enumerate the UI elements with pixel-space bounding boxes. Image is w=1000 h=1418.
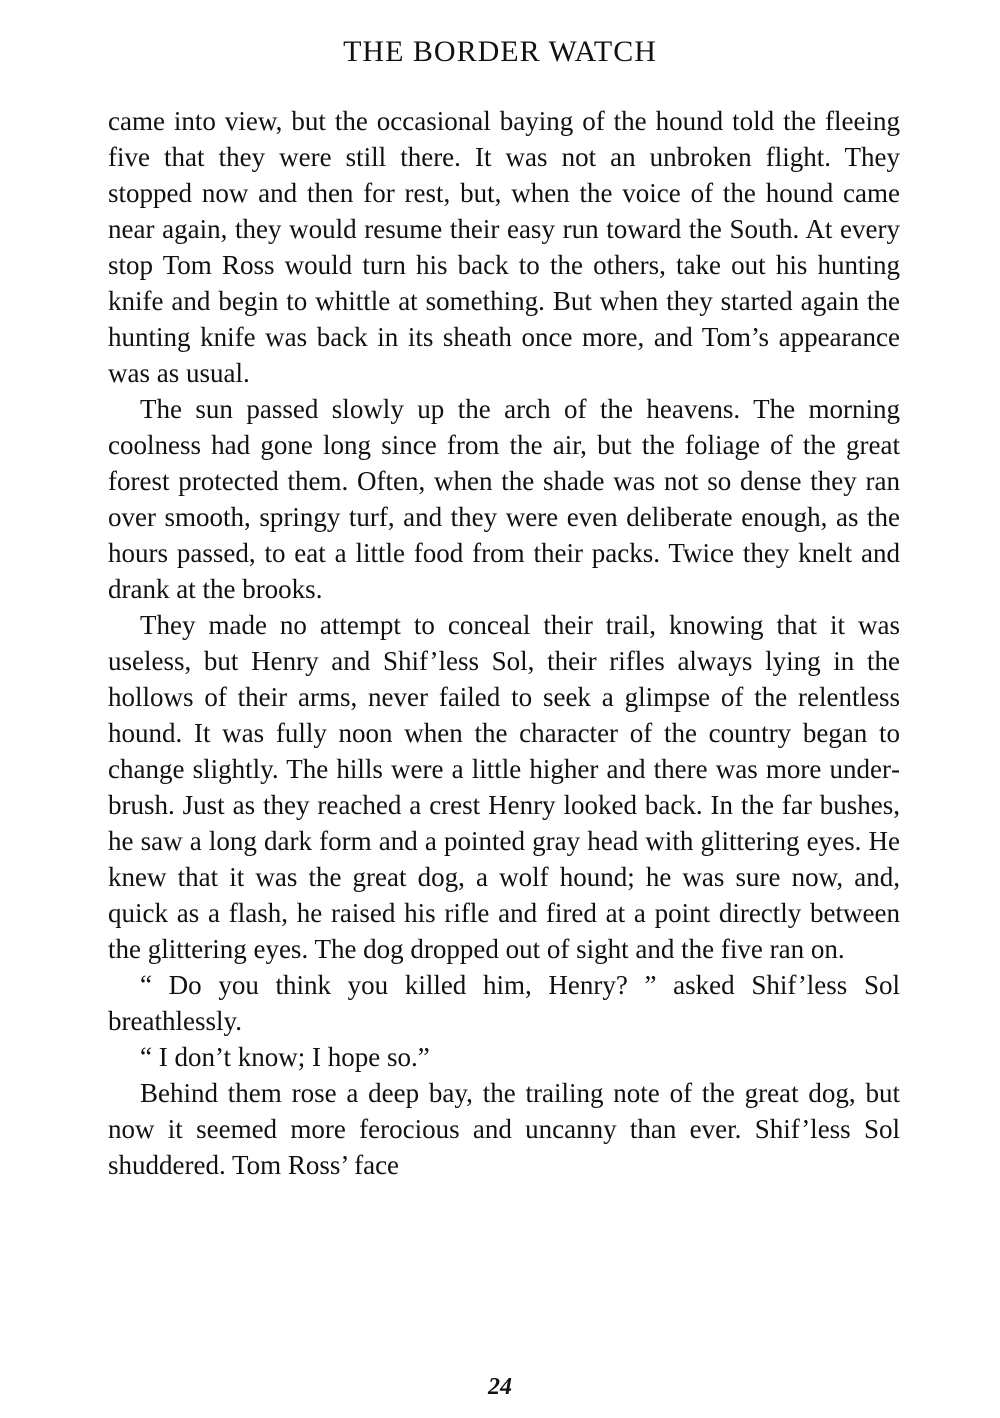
paragraph: “ I don’t know; I hope so.” xyxy=(140,1042,430,1072)
paragraph: The sun passed slowly up the arch of the heavens. The morning coolness had gone long since from the air, but the foliage of the great forest protected them. Often, when the shade was not so dense they ran over smooth, springy turf, and they were even deliberate enough, as the hours passed, to eat a little food from their packs. Twice they knelt and drank at the brooks. xyxy=(108,394,900,604)
paragraph: “ Do you think you killed him, Henry? ” asked Shif’less Sol breathlessly. xyxy=(108,970,900,1036)
body-text xyxy=(108,103,900,1183)
paragraph: came into view, but the occasional baying of the hound told the fleeing five that they were still there. It was not an unbroken flight. They stopped now and then for rest, but, when the voice of the hound came near again, they would resume their easy run toward the South. At every stop Tom Ross would turn his back to the others, take out his hunting knife and begin to whittle at something. But when they started again the hunting knife was back in its sheath once more, and Tom’s appearance was as usual. xyxy=(108,106,900,388)
paragraph: They made no attempt to conceal their trail, knowing that it was useless, but Henry and Shif’less Sol, their rifles always lying in the hollows of their arms, never failed to seek a glimpse of the relentless hound. It was fully noon when the character of the country began to change slightly. The hills were a little higher and there was more underbrush. Just as they reached a crest Henry looked back. In the far bushes, he saw a long dark form and a pointed gray head with glittering eyes. He knew that it was the great dog, a wolf hound; he was sure now, and, quick as a flash, he raised his rifle and fired at a point directly between the glittering eyes. The dog dropped out of sight and the five ran on. xyxy=(108,610,900,964)
paragraph: Behind them rose a deep bay, the trailing note of the great dog, but now it seemed more ferocious and uncanny than ever. Shif’less Sol shuddered. Tom Ross’ face xyxy=(108,1078,900,1180)
page-number: 24 xyxy=(488,1374,512,1400)
running-title: THE BORDER WATCH xyxy=(343,35,657,68)
